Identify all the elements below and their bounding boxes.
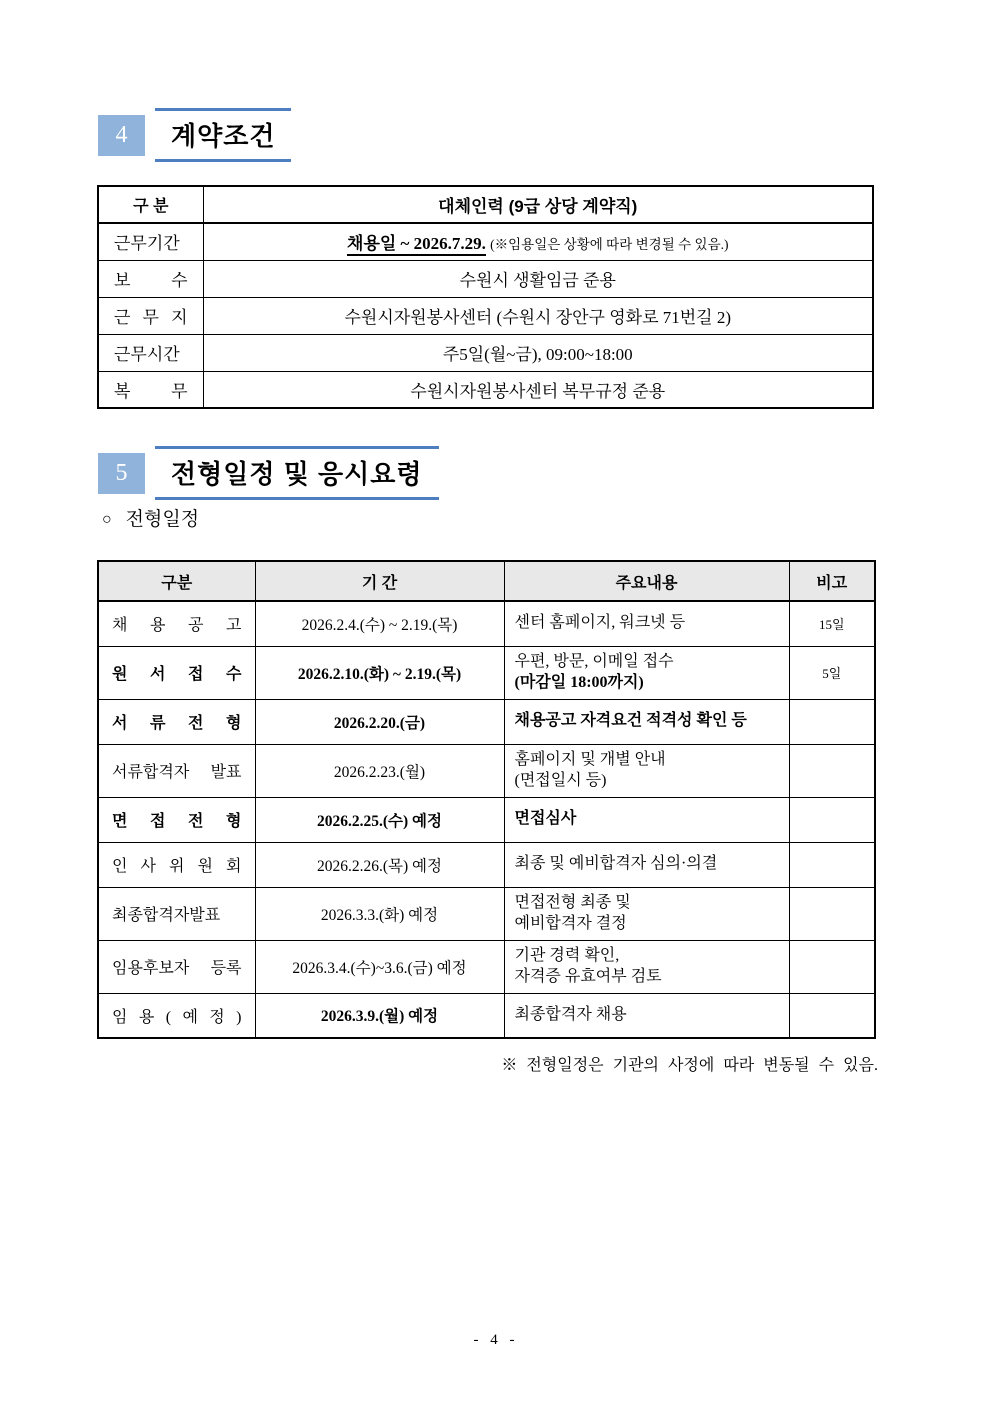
cell-content — [504, 797, 789, 842]
table-row — [98, 940, 875, 993]
content-line: 센터 홈페이지, 워크넷 등 — [514, 614, 686, 632]
section-5-number-badge: 5 — [98, 453, 145, 494]
content-line: 우편, 방문, 이메일 접수 — [514, 652, 674, 670]
table-row — [98, 334, 873, 371]
content-line: 채용공고 자격요건 적격성 확인 등 — [514, 712, 747, 730]
cell-note — [789, 699, 875, 744]
work-period-value: 채용일 ~ 2026.7.29. — [347, 234, 486, 256]
cell-period: 2026.3.4.(수)~3.6.(금) 예정 — [255, 940, 504, 993]
content-line: 면접심사 — [514, 810, 577, 828]
contract-row-label: 근 무 지 — [98, 297, 203, 334]
cell-content — [504, 646, 789, 699]
subsection-label: 전형일정 — [125, 509, 200, 530]
content-line: (면접일시 등) — [514, 771, 607, 789]
cell-category: 원 서 접 수 — [98, 646, 255, 699]
schedule-table — [97, 560, 876, 1039]
contract-row-value: 수원시자원봉사센터 (수원시 장안구 영화로 71번길 2) — [203, 297, 873, 334]
content-line: 홈페이지 및 개별 안내 — [514, 750, 666, 768]
content-line: 예비합격자 결정 — [514, 914, 627, 932]
table-row — [98, 646, 875, 699]
cell-period: 2026.2.4.(수) ~ 2.19.(목) — [255, 601, 504, 646]
cell-note: 15일 — [789, 601, 875, 646]
cell-period: 2026.3.9.(월) 예정 — [255, 993, 504, 1038]
contract-row-value: 수원시자원봉사센터 복무규정 준용 — [203, 371, 873, 408]
contract-row-label: 복 무 — [98, 371, 203, 408]
cell-note: 5일 — [789, 646, 875, 699]
cell-category: 임 용 ( 예 정 ) — [98, 993, 255, 1038]
cell-period: 2026.2.23.(월) — [255, 744, 504, 797]
table-row — [98, 842, 875, 887]
section-5-header — [98, 446, 439, 500]
table-row — [98, 371, 873, 408]
contract-header-label: 구 분 — [98, 186, 203, 223]
section-4-title: 계약조건 — [155, 108, 291, 162]
subsection-heading — [102, 504, 199, 531]
cell-content — [504, 887, 789, 940]
cell-category: 임용후보자 등록 — [98, 940, 255, 993]
cell-note — [789, 744, 875, 797]
cell-note — [789, 842, 875, 887]
table-row — [98, 887, 875, 940]
contract-row-value: 주5일(월~금), 09:00~18:00 — [203, 334, 873, 371]
contract-row-label: 근무시간 — [98, 334, 203, 371]
circle-bullet-icon: ○ — [102, 511, 112, 528]
cell-note — [789, 797, 875, 842]
content-line: (마감일 18:00까지) — [514, 673, 644, 691]
section-4-header — [98, 108, 291, 162]
cell-content — [504, 699, 789, 744]
contract-row-label: 보 수 — [98, 260, 203, 297]
table-row — [98, 601, 875, 646]
contract-row-value — [203, 223, 873, 260]
content-line: 면접전형 최종 및 — [514, 893, 631, 911]
cell-category: 서류합격자 발표 — [98, 744, 255, 797]
content-line: 기관 경력 확인, — [514, 946, 620, 964]
table-row — [98, 993, 875, 1038]
cell-content — [504, 993, 789, 1038]
cell-category: 최종합격자발표 — [98, 887, 255, 940]
cell-period: 2026.3.3.(화) 예정 — [255, 887, 504, 940]
cell-category: 서 류 전 형 — [98, 699, 255, 744]
cell-category: 인 사 위 원 회 — [98, 842, 255, 887]
header-content: 주요내용 — [504, 561, 789, 601]
header-category: 구분 — [98, 561, 255, 601]
cell-note — [789, 993, 875, 1038]
header-note: 비고 — [789, 561, 875, 601]
contract-header-value: 대체인력 (9급 상당 계약직) — [203, 186, 873, 223]
table-row — [98, 260, 873, 297]
cell-period: 2026.2.25.(수) 예정 — [255, 797, 504, 842]
content-line: 최종 및 예비합격자 심의·의결 — [514, 855, 718, 873]
table-row — [98, 297, 873, 334]
work-period-note: (※임용일은 상황에 따라 변경될 수 있음.) — [490, 237, 729, 253]
content-line: 최종합격자 채용 — [514, 1005, 627, 1023]
cell-period: 2026.2.20.(금) — [255, 699, 504, 744]
cell-content — [504, 842, 789, 887]
contract-conditions-table — [97, 185, 874, 409]
cell-content — [504, 744, 789, 797]
cell-period: 2026.2.26.(목) 예정 — [255, 842, 504, 887]
schedule-footnote: ※ 전형일정은 기관의 사정에 따라 변동될 수 있음. — [501, 1057, 878, 1074]
cell-category: 채 용 공 고 — [98, 601, 255, 646]
cell-note — [789, 887, 875, 940]
cell-period: 2026.2.10.(화) ~ 2.19.(목) — [255, 646, 504, 699]
page-number: - 4 - — [473, 1332, 519, 1348]
header-period: 기 간 — [255, 561, 504, 601]
contract-row-value: 수원시 생활임금 준용 — [203, 260, 873, 297]
section-4-number-badge: 4 — [98, 115, 145, 156]
section-5-title: 전형일정 및 응시요령 — [155, 446, 439, 500]
cell-content — [504, 601, 789, 646]
table-row — [98, 186, 873, 223]
table-row — [98, 744, 875, 797]
cell-category: 면 접 전 형 — [98, 797, 255, 842]
table-row — [98, 797, 875, 842]
content-line: 자격증 유효여부 검토 — [514, 967, 662, 985]
cell-note — [789, 940, 875, 993]
table-header-row — [98, 561, 875, 601]
table-row — [98, 699, 875, 744]
table-row — [98, 223, 873, 260]
cell-content — [504, 940, 789, 993]
contract-row-label: 근무기간 — [98, 223, 203, 260]
